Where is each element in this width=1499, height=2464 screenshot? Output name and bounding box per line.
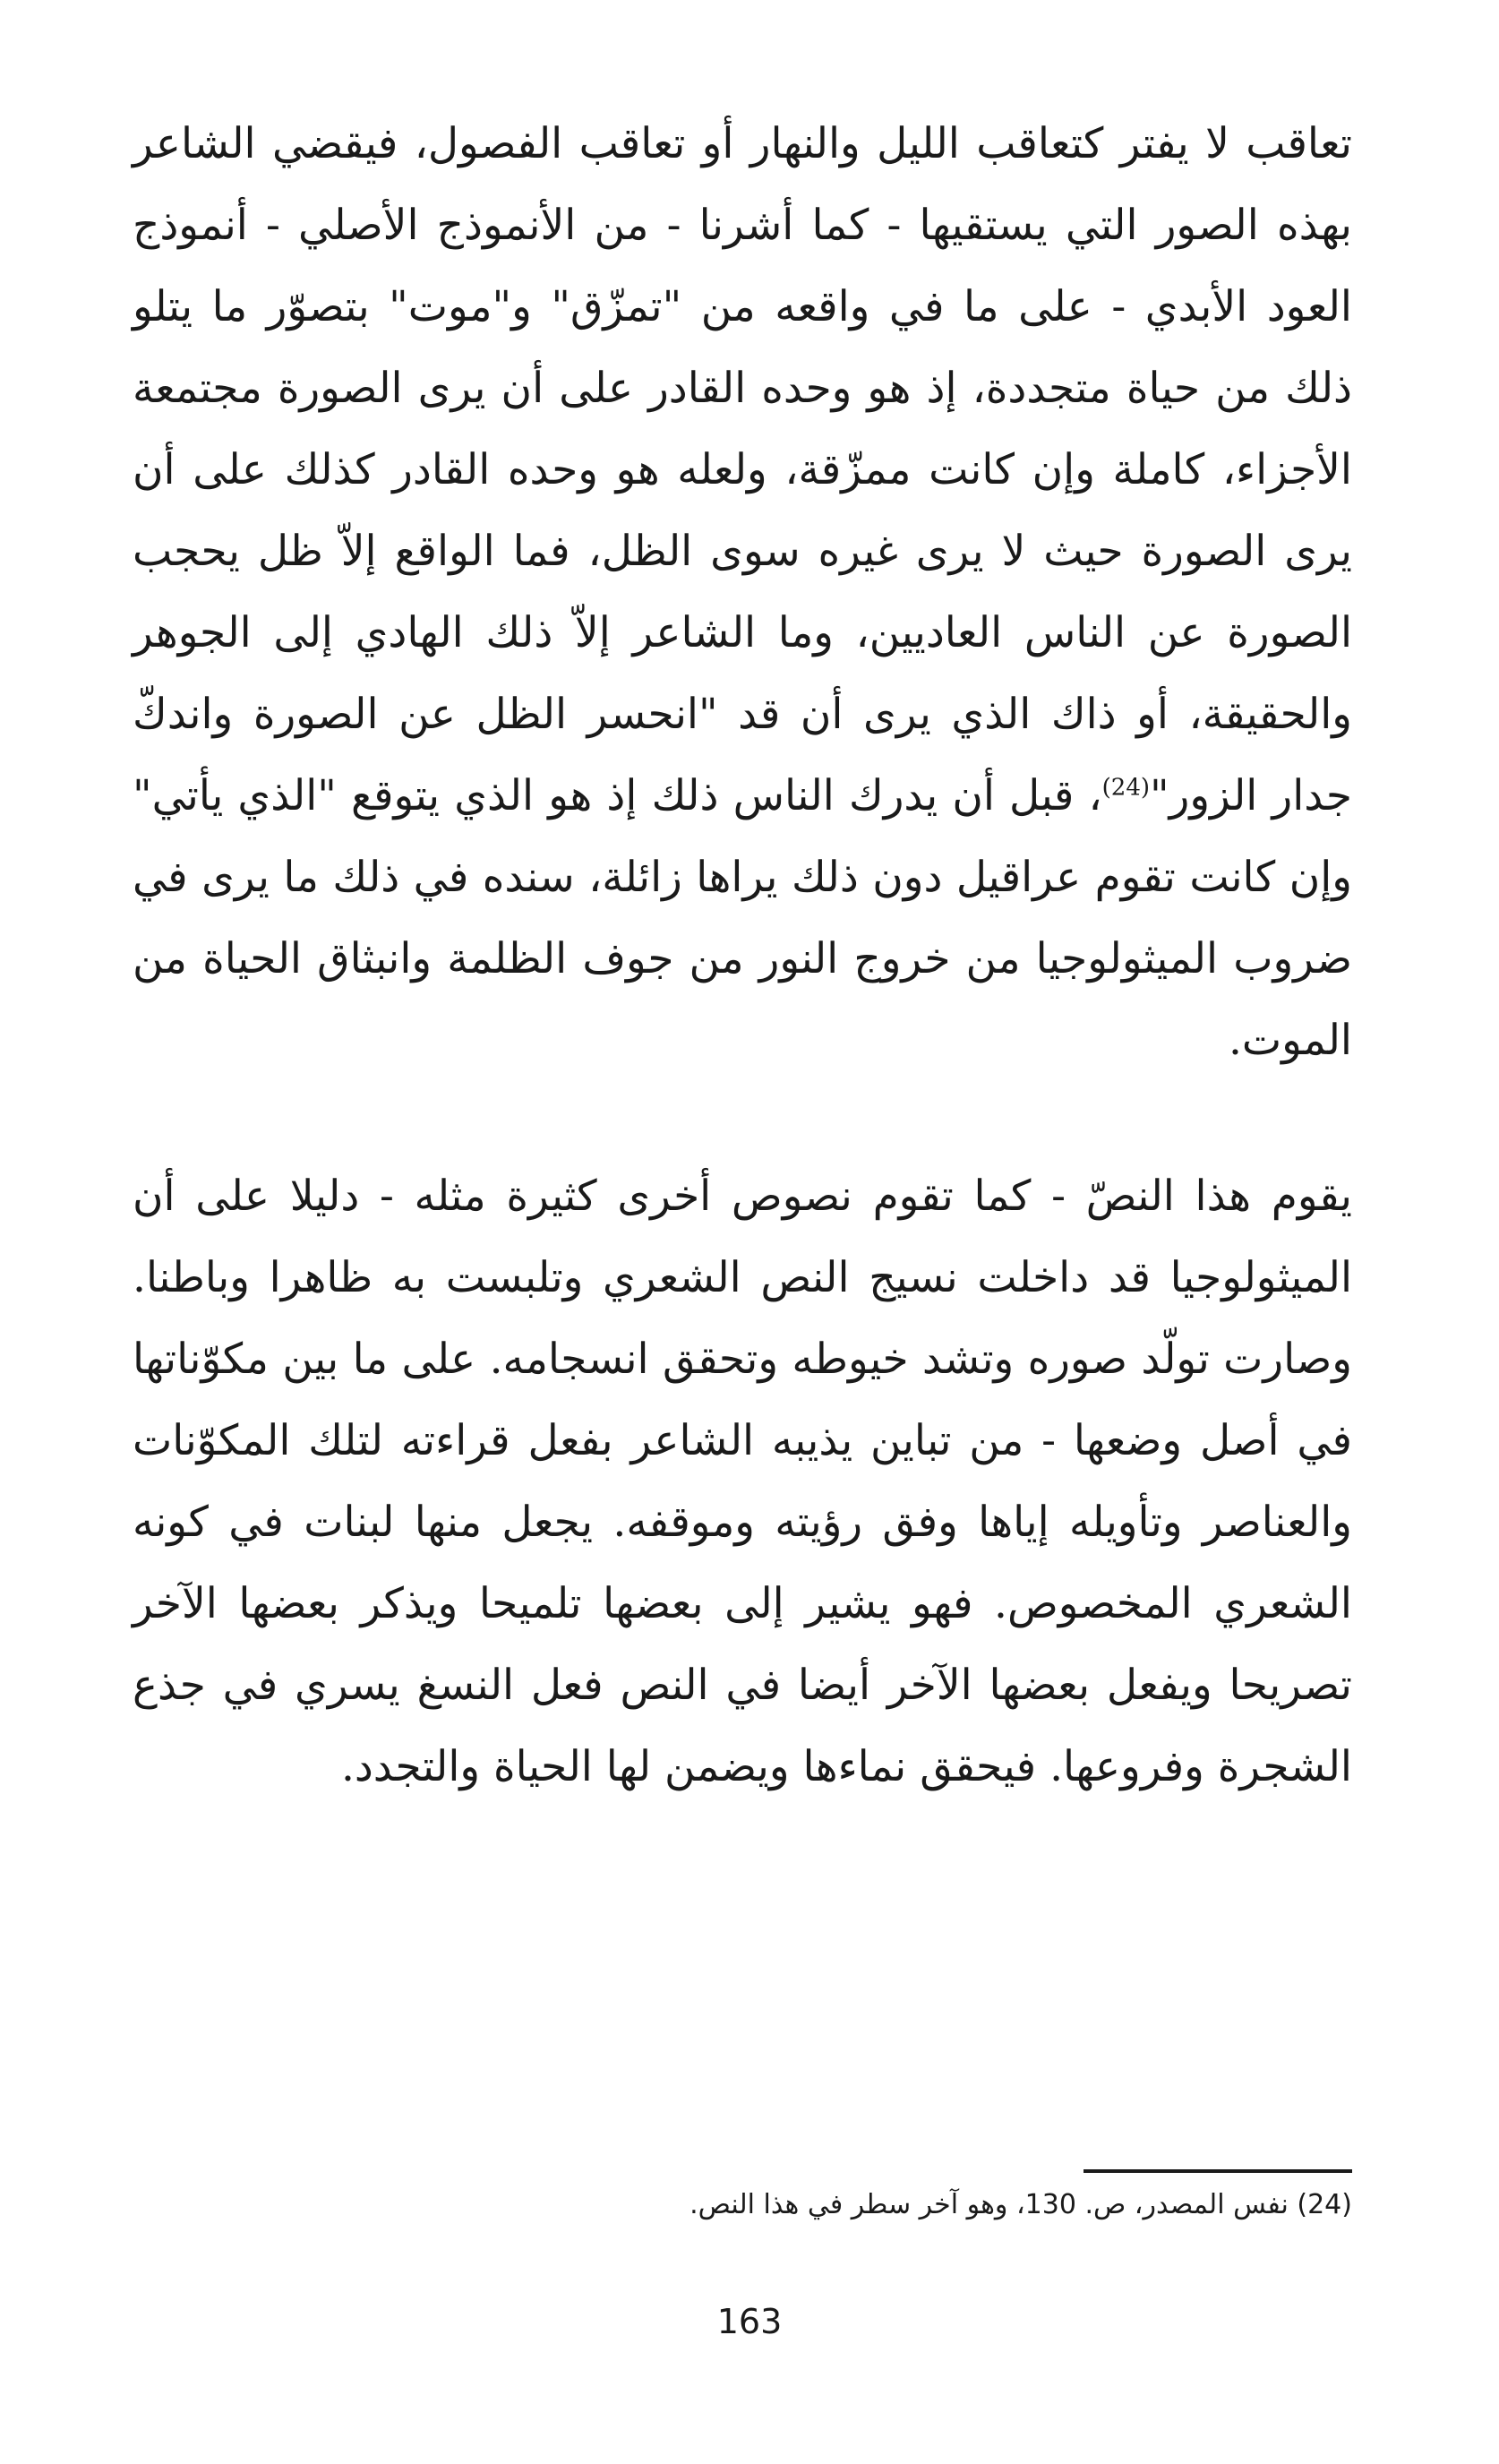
body-paragraph-1 <box>133 103 1352 1081</box>
paragraph-1-text-before-note: تعاقب لا يفتر كتعاقب الليل والنهار أو تعاقب الفصول، فيقضي الشاعر بهذه الصور التي يستقيها - كما أشرنا - من الأنموذج الأصلي - أنموذج العود الأبدي - على ما في واقعه من "تمزّق" و"موت" بتصوّر ما يتلو ذلك من حياة متجددة، إذ هو وحده القادر على أن يرى الصورة مجتمعة الأجزاء، كاملة وإن كانت ممزّقة، ولعله هو وحده القادر كذلك على أن يرى الصورة حيث لا يرى غيره سوى الظل، فما الواقع إلاّ ظل يحجب الصورة عن الناس العاديين، وما الشاعر إلاّ ذلك الهادي إلى الجوهر والحقيقة، أو ذاك الذي يرى أن قد "انحسر الظل عن الصورة واندكّ جدار الزور" <box>133 119 1352 820</box>
paragraph-1-text-after-note: ، قبل أن يدرك الناس ذلك إذ هو الذي يتوقع "الذي يأتي" وإن كانت تقوم عراقيل دون ذلك يراها زائلة، سنده في ذلك ما يرى في ضروب الميثولوجيا من خروج النور من جوف الظلمة وانبثاق الحياة من الموت. <box>133 771 1352 1065</box>
footnote-24: (24) نفس المصدر، ص. 130، وهو آخر سطر في هذا النص. <box>690 2189 1352 2220</box>
footnote-separator <box>1084 2169 1352 2173</box>
footnote-reference-24: (24) <box>1101 774 1151 802</box>
body-paragraph-2: يقوم هذا النصّ - كما تقوم نصوص أخرى كثيرة مثله - دليلا على أن الميثولوجيا قد داخلت نسيج النص الشعري وتلبست به ظاهرا وباطنا. وصارت تولّد صوره وتشد خيوطه وتحقق انسجامه. على ما بين مكوّناتها في أصل وضعها - من تباين يذيبه الشاعر بفعل قراءته لتلك المكوّنات والعناصر وتأويله إياها وفق رؤيته وموقفه. يجعل منها لبنات في كونه الشعري المخصوص. فهو يشير إلى بعضها تلميحا ويذكر بعضها الآخر تصريحا ويفعل بعضها الآخر أيضا في النص فعل النسغ يسري في جذع الشجرة وفروعها. فيحقق نماءها ويضمن لها الحياة والتجدد. <box>133 1172 1352 1791</box>
page-number: 163 <box>716 2302 783 2341</box>
